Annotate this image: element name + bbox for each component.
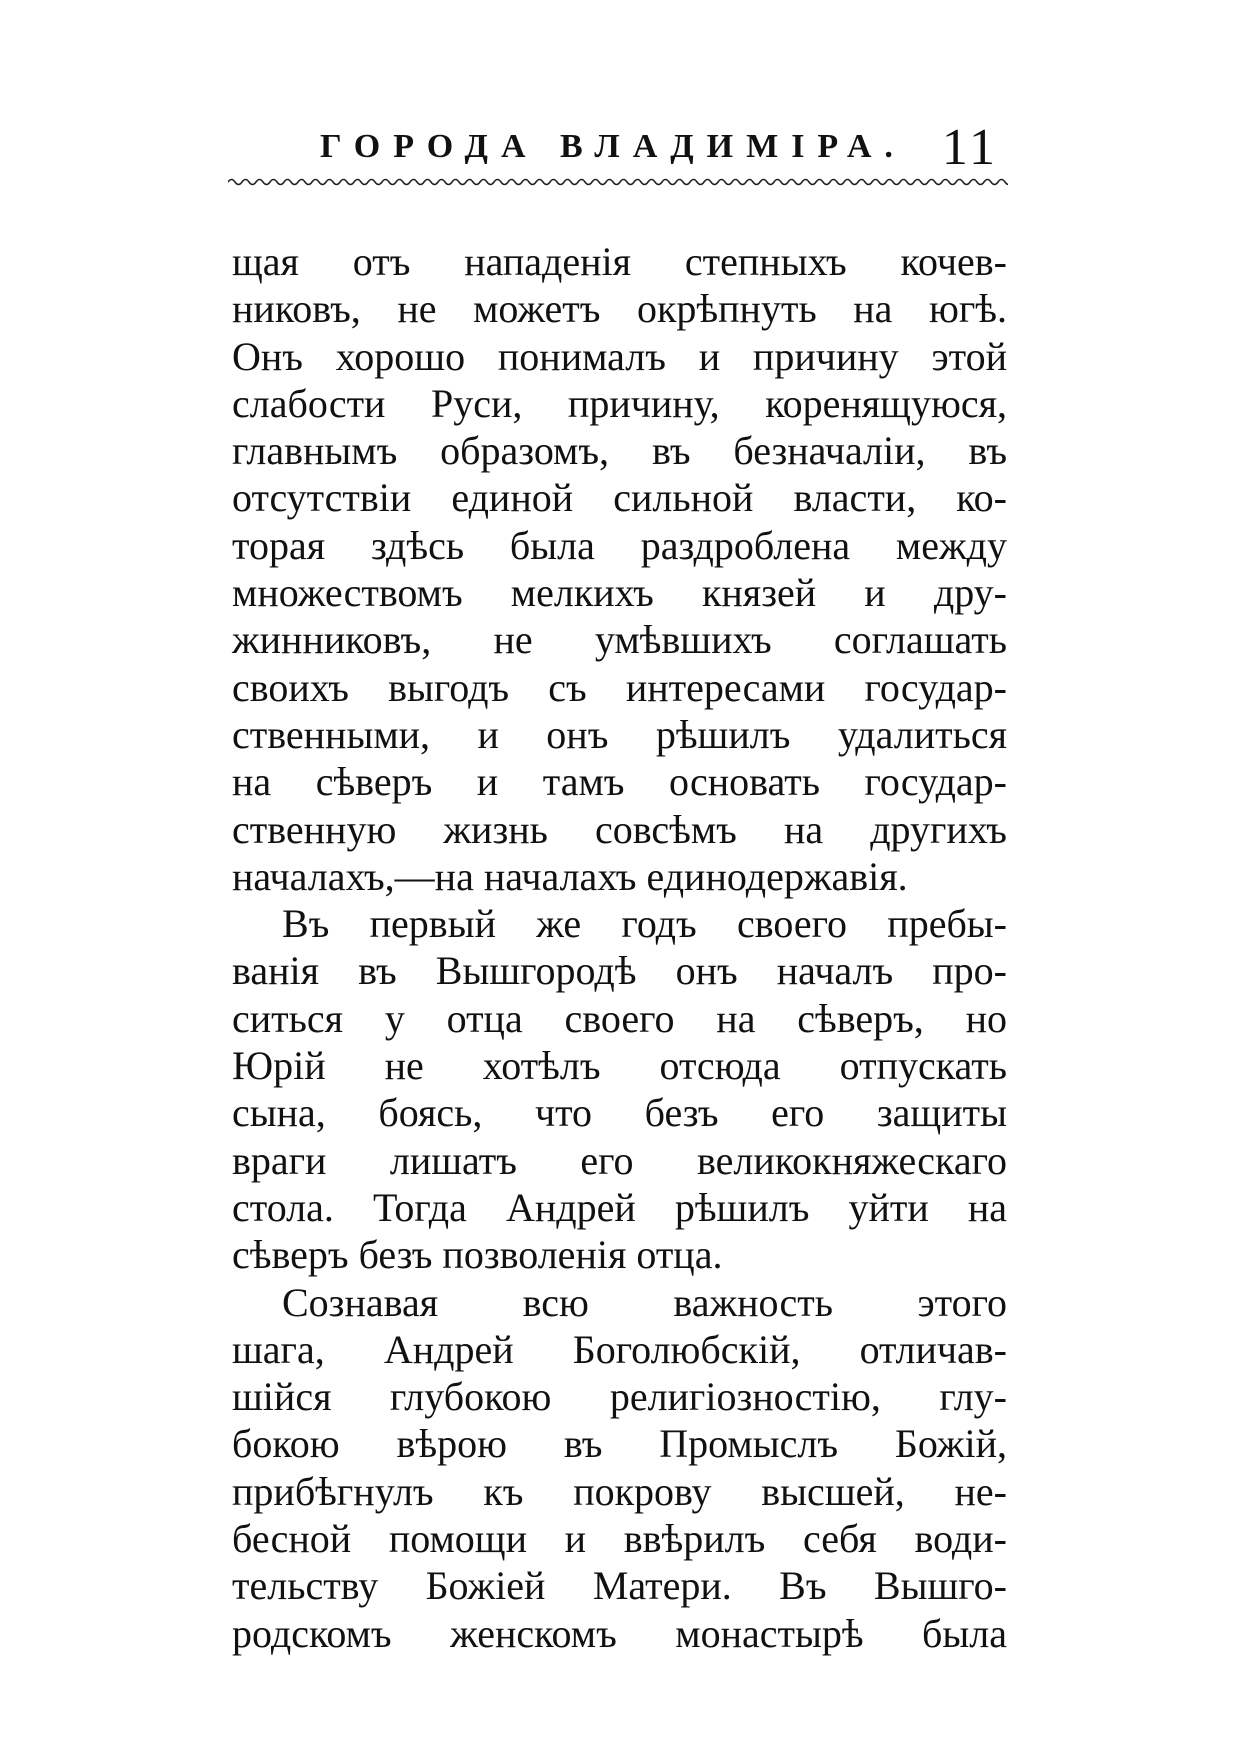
text-line: слабости Руси, причину, коренящуюся,: [232, 380, 1007, 426]
text-line: ственную жизнь совсѣмъ на другихъ: [232, 806, 1007, 852]
text-line: шійся глубокою религіозностію, глу-: [232, 1374, 1007, 1420]
text-line: Въ первый же годъ своего пребы-: [282, 901, 1007, 947]
text-line: родскомъ женскомъ монастырѣ была: [232, 1610, 1007, 1656]
text-line: ственными, и онъ рѣшилъ удалиться: [232, 711, 1007, 757]
ornamental-wavy-rule: [228, 176, 1008, 188]
text-line: Онъ хорошо понималъ и причину этой: [232, 333, 1007, 379]
text-line: бесной помощи и ввѣрилъ себя води-: [232, 1516, 1007, 1562]
text-line: Сознавая всю важность этого: [282, 1279, 1007, 1325]
text-line: торая здѣсь была раздроблена между: [232, 522, 1007, 568]
text-line: отсутствіи единой сильной власти, ко-: [232, 475, 1007, 521]
text-line: стола. Тогда Андрей рѣшилъ уйти на: [232, 1184, 1007, 1230]
text-line: никовъ, не можетъ окрѣпнуть на югѣ.: [232, 286, 1007, 332]
text-line: ситься у отца своего на сѣверъ, но: [232, 995, 1007, 1041]
text-line: враги лишатъ его великокняжескаго: [232, 1137, 1007, 1183]
text-line: началахъ,—на началахъ единодержавія.: [232, 853, 908, 899]
running-head: [228, 118, 1008, 178]
text-line: своихъ выгодъ съ интересами государ-: [232, 664, 1007, 710]
text-line: тельству Божіей Матери. Въ Вышго-: [232, 1563, 1007, 1609]
text-line: щая отъ нападенія степныхъ кочев-: [232, 239, 1007, 284]
text-line: ванія въ Вышгородѣ онъ началъ про-: [232, 948, 1007, 994]
text-line: жинниковъ, не умѣвшихъ соглашать: [232, 617, 1007, 663]
text-line: сына, боясь, что безъ его защиты: [232, 1090, 1007, 1136]
text-line: бокою вѣрою въ Промыслъ Божій,: [232, 1421, 1007, 1467]
text-line: прибѣгнулъ къ покрову высшей, не-: [232, 1468, 1007, 1514]
running-title: ГОРОДА ВЛАДИМІРА.: [320, 128, 906, 165]
page-number: 11: [941, 119, 998, 176]
text-line: главнымъ образомъ, въ безначаліи, въ: [232, 428, 1007, 474]
text-line: сѣверъ безъ позволенія отца.: [232, 1232, 723, 1278]
body-text: [232, 238, 1007, 1657]
text-line: шага, Андрей Боголюбскій, отличав-: [232, 1326, 1007, 1372]
text-line: множествомъ мелкихъ князей и дру-: [232, 570, 1007, 616]
text-line: на сѣверъ и тамъ основать государ-: [232, 759, 1007, 805]
text-line: Юрій не хотѣлъ отсюда отпускать: [232, 1043, 1007, 1089]
